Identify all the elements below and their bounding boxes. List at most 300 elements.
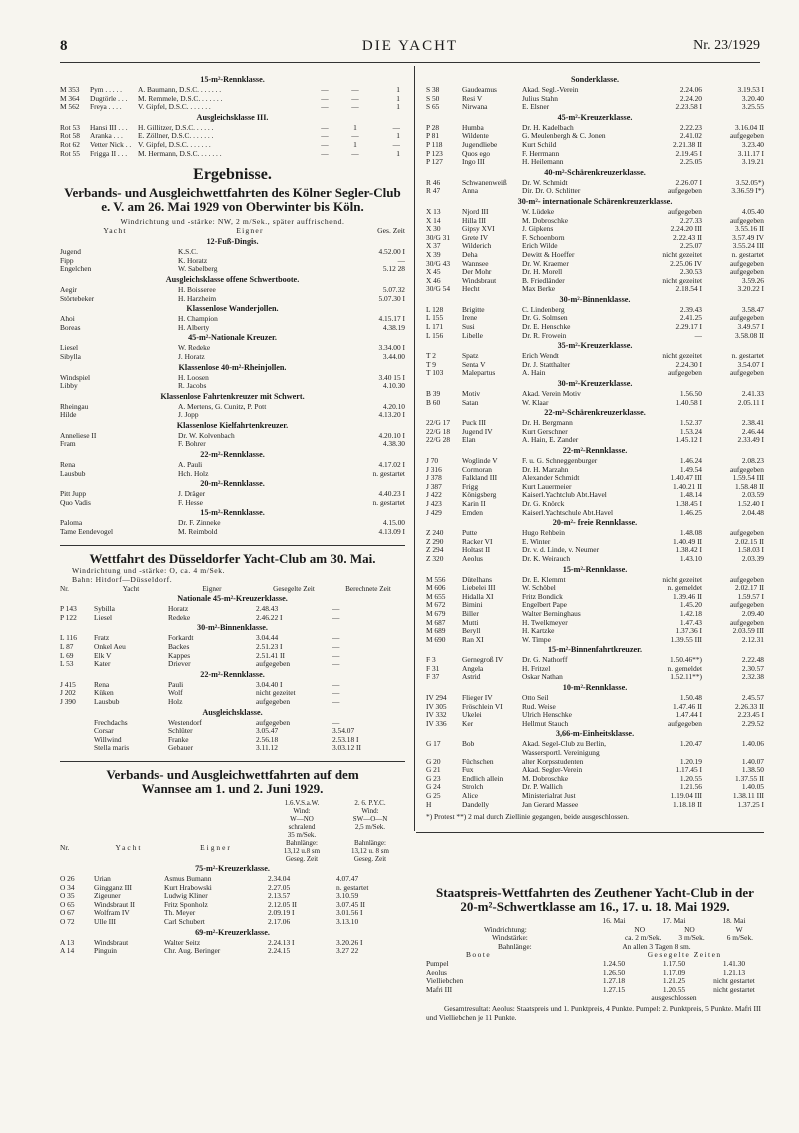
table-cell: Driever xyxy=(168,660,191,669)
table-cell: F 31 xyxy=(426,664,440,673)
table-cell: A 14 xyxy=(60,947,75,956)
table-cell: M. Dobroschke xyxy=(522,216,568,225)
table-cell: Mutti xyxy=(462,618,479,627)
table-cell: Kurt Gerschner xyxy=(522,427,568,436)
table-cell: M 687 xyxy=(426,618,446,627)
header-line: 13,12 u. 8 sm xyxy=(351,846,389,855)
table-cell: Deha xyxy=(462,250,478,259)
table-cell: aufgegeben xyxy=(729,259,764,268)
table-row xyxy=(426,399,764,408)
table-cell: 1.38.45 I xyxy=(675,499,702,508)
table-cell: E. Zöllner, D.S.C. . . . . . . xyxy=(138,132,214,141)
table-row xyxy=(60,265,405,274)
table-cell: R. Jacobs xyxy=(178,382,207,391)
table-cell: 1.45.20 xyxy=(679,601,702,610)
table-row xyxy=(60,141,405,150)
table-cell: nicht gezeitet xyxy=(662,575,702,584)
table-cell: Jugendliebe xyxy=(462,140,498,149)
table-cell: Urian xyxy=(94,874,111,883)
staatspreis-column-headers: Boote Gesegelte Zeiten xyxy=(466,951,722,960)
table-cell: 2.33.49 I xyxy=(737,436,764,445)
class-heading: Klassenlose Kielfahrtenkreuzer. xyxy=(176,420,289,430)
table-cell: M 353 xyxy=(60,86,80,94)
class-heading: 75-m²-Kreuzerklasse. xyxy=(195,863,270,873)
table-cell: 1.17.50 xyxy=(662,959,686,968)
table-cell: 1.40.07 xyxy=(741,757,764,766)
table-row xyxy=(60,324,405,333)
table-cell: 2.41.33 xyxy=(741,390,764,399)
table-cell: P 81 xyxy=(426,132,440,141)
table-cell: Akad. Segel-Club zu Berlin, xyxy=(522,740,606,749)
table-cell: 2.04.48 xyxy=(741,508,764,517)
class-heading: Klassenlose Fahrtenkreuzer mit Schwert. xyxy=(160,391,305,401)
table-cell: O 65 xyxy=(60,900,75,909)
table-cell: M. Hermann, D.S.C. . . . . . . xyxy=(138,149,222,158)
table-row xyxy=(60,528,405,537)
table-cell: Dr. P. Wallich xyxy=(522,783,563,792)
table-cell: aufgegeben xyxy=(729,216,764,225)
table-cell: A. Mertens, G. Cunitz, P. Pott xyxy=(178,402,267,411)
table-cell: nicht gezeitet xyxy=(662,276,702,285)
col-yacht: Yacht xyxy=(103,226,127,236)
overall-result: Gesamtresultat: Aeolus: Staatspreis und 1. Punktpreis, 4 Punkte. Pumpel: 2. Punktpreis, 5 Punkte. Mafri III und Vielliebchen je 11 Punkte. xyxy=(426,1003,761,1022)
header-line: Wind: xyxy=(361,806,379,815)
table-row xyxy=(60,150,405,159)
table-cell: P 118 xyxy=(426,140,443,149)
table-cell: Freya . . . . xyxy=(90,103,122,112)
table-row xyxy=(426,656,764,665)
table-cell: Erich Wendt xyxy=(522,352,559,361)
table-cell: 3.40 15 I xyxy=(378,373,405,382)
table-cell: Pumpel xyxy=(426,959,449,968)
table-cell: X 45 xyxy=(426,268,441,277)
table-cell: Kurt Schild xyxy=(522,140,557,149)
table-cell: 1.53.24 xyxy=(679,427,702,436)
table-cell: Chr. Aug. Beringer xyxy=(164,947,221,956)
table-row xyxy=(426,95,764,104)
table-cell: Holtast II xyxy=(462,546,491,555)
table-cell: aufgegeben xyxy=(256,660,291,669)
table-row xyxy=(426,483,764,492)
table-row xyxy=(426,474,764,483)
koeln-title: Verbands- und Ausgleichwettfahrten des Kölner Segler-Club e. V. am 26. Mai 1929 von Oberwinter bis Köln. xyxy=(64,185,401,215)
table-row xyxy=(426,369,764,378)
table-cell: Kater xyxy=(94,660,111,669)
table-cell: O 35 xyxy=(60,892,75,901)
wannsee-results-continued xyxy=(426,75,764,809)
table-cell: 3.03.12 II xyxy=(332,744,361,753)
table-cell: 2.18.54 I xyxy=(675,285,702,294)
table-cell: Kaiserl.Yachtclub Abt.Havel xyxy=(522,491,607,500)
table-cell: Wolf xyxy=(168,689,183,698)
table-cell: Dr. W. Kolvenbach xyxy=(178,431,235,440)
table-cell: 2.02.17 II xyxy=(735,584,764,593)
table-row xyxy=(426,285,764,294)
table-cell: L 156 xyxy=(426,331,444,340)
table-row xyxy=(426,141,764,150)
table-row xyxy=(60,634,405,643)
table-cell: 3.05.47 xyxy=(256,727,279,736)
table-cell: Dr. F. Zinneke xyxy=(178,519,221,528)
table-cell: 2.41.25 xyxy=(679,314,702,323)
table-row xyxy=(426,150,764,159)
header-line: W—NO xyxy=(290,814,314,823)
table-cell: aufgegeben xyxy=(729,618,764,627)
table-cell: Küken xyxy=(94,689,114,698)
table-cell: 4.05.40 xyxy=(741,207,764,216)
table-cell: 2.12.05 II xyxy=(268,900,297,909)
duesseldorf-results xyxy=(60,594,405,753)
table-cell: L 171 xyxy=(426,323,444,332)
table-cell: W. Schöbel xyxy=(522,584,556,593)
table-cell: 4.07.47 xyxy=(336,874,359,883)
table-cell: — xyxy=(397,256,405,265)
table-cell: — xyxy=(332,651,340,660)
table-cell: n. gestartet xyxy=(336,883,369,892)
table-cell: Backes xyxy=(168,643,190,651)
table-cell: Otto Seil xyxy=(522,694,549,703)
header-line: schralend xyxy=(288,822,316,831)
table-cell: Aranka . . . xyxy=(90,132,123,141)
header-line: Wind: xyxy=(293,806,311,815)
wannsee-day-1-header xyxy=(268,799,336,863)
table-cell: 1.40.05 xyxy=(741,783,764,792)
table-cell: — xyxy=(321,94,329,103)
table-cell: aufgegeben xyxy=(729,314,764,323)
table-cell: 1.19.04 III xyxy=(670,792,702,800)
table-cell: G 20 xyxy=(426,757,441,766)
table-cell: — xyxy=(332,634,340,643)
table-cell: Anneliese II xyxy=(60,431,97,440)
table-cell: 1 xyxy=(396,149,400,158)
table-cell: — xyxy=(351,149,359,158)
table-cell: Wolfram IV xyxy=(94,909,130,918)
table-cell: 3.10.59 xyxy=(336,892,359,901)
table-cell: 4.38.30 xyxy=(382,440,405,449)
table-cell: — xyxy=(332,643,340,651)
table-cell xyxy=(60,736,94,745)
class-heading: Klassenlose Wanderjollen. xyxy=(186,304,279,314)
table-cell: J 202 xyxy=(60,689,76,698)
table-cell: R 46 xyxy=(426,178,441,187)
table-cell: aufgegeben xyxy=(667,207,702,216)
table-row xyxy=(60,884,405,893)
table-cell: Flieger IV xyxy=(462,694,493,703)
table-cell: Bimini xyxy=(462,601,483,610)
table-cell: Lausbub xyxy=(94,697,120,706)
table-cell: — xyxy=(321,149,329,158)
table-row xyxy=(60,315,405,324)
table-cell: 1.38.11 III xyxy=(732,792,764,800)
table-cell: Hugo Rehbein xyxy=(522,529,565,538)
table-row xyxy=(426,179,764,188)
table-cell: Störtebeker xyxy=(60,294,95,303)
table-cell: Rot 53 xyxy=(60,123,80,132)
class-heading: 40-m²-Schärenkreuzerklasse. xyxy=(544,167,646,177)
table-row xyxy=(60,103,405,112)
table-cell: 3.27 22 xyxy=(336,947,359,956)
table-cell: — xyxy=(351,132,359,141)
table-cell: 1.37.55 II xyxy=(735,774,764,783)
table-row xyxy=(426,749,764,758)
strength-row: Windstärke: ca. 2 m/Sek. 3 m/Sek. 6 m/Sek. xyxy=(492,934,753,943)
table-cell: Cormoran xyxy=(462,465,492,474)
table-cell: 3.04.40 I xyxy=(256,680,283,689)
table-cell xyxy=(426,749,462,758)
table-cell: 1.38.50 xyxy=(741,766,764,775)
table-cell: Gernegroß IV xyxy=(462,656,504,665)
table-cell: 2.38.41 xyxy=(741,419,764,428)
table-cell: Dr. R. Frowein xyxy=(522,331,567,340)
table-cell: Hecht xyxy=(462,285,480,294)
duesseldorf-title: Wettfahrt des Düsseldorfer Yacht-Club am 30. Mai. xyxy=(89,550,376,566)
table-cell: Rot 62 xyxy=(60,140,80,149)
table-cell: Ker xyxy=(462,719,474,728)
table-cell: Jugend IV xyxy=(462,427,493,436)
table-cell: Wilderich xyxy=(462,242,492,251)
table-row xyxy=(426,694,764,703)
column-divider xyxy=(414,66,415,831)
table-cell: Putte xyxy=(462,529,478,538)
table-cell: P 143 xyxy=(60,605,77,614)
table-cell: B 60 xyxy=(426,398,441,407)
table-cell: R 47 xyxy=(426,187,441,196)
table-row xyxy=(426,758,764,767)
table-cell: n. gestartet xyxy=(731,352,764,361)
table-cell: Th. Meyer xyxy=(164,909,196,918)
table-cell: 4.13.09 I xyxy=(378,528,405,537)
table-cell: IV 294 xyxy=(426,694,447,703)
class-heading: 30-m²-Binnenklasse. xyxy=(559,294,631,304)
table-row xyxy=(60,86,405,95)
table-cell: 3.20.40 xyxy=(741,94,764,103)
table-cell xyxy=(524,960,584,969)
table-cell: 1.38.42 I xyxy=(675,546,702,555)
table-row xyxy=(60,901,405,910)
table-row xyxy=(426,466,764,475)
class-heading: 45-m²-Nationale Kreuzer. xyxy=(188,333,277,343)
table-row xyxy=(60,614,405,623)
table-cell: Windsbraut II xyxy=(94,900,135,909)
table-cell: J. Jopp xyxy=(178,411,199,420)
table-cell: H. Twelkmeyer xyxy=(522,618,568,627)
table-cell: aufgegeben xyxy=(729,575,764,584)
table-row xyxy=(426,234,764,243)
header-line: Geseg. Zeit xyxy=(285,854,319,863)
table-cell: 4.15.17 I xyxy=(378,315,405,324)
table-cell: Willwind xyxy=(94,735,122,744)
table-cell: 2.30.53 xyxy=(679,268,702,277)
table-cell: H. Loosen xyxy=(178,373,209,382)
table-cell: Quos ego xyxy=(462,149,491,158)
table-cell: 1.20.55 xyxy=(662,985,686,994)
table-row xyxy=(426,268,764,277)
table-cell: 1.20.55 xyxy=(679,774,702,783)
table-row xyxy=(60,124,405,133)
table-cell: 3.20.22 I xyxy=(737,285,764,294)
table-cell: Onkel Aeu xyxy=(94,643,126,651)
journal-title: DIE YACHT xyxy=(361,38,459,54)
table-cell: F. Hesse xyxy=(178,498,203,507)
class-heading: 12-Fuß-Dingis. xyxy=(206,237,259,247)
table-cell: Emden xyxy=(462,508,483,517)
table-cell: 1.27.18 xyxy=(602,977,626,986)
table-cell: Elk V xyxy=(94,651,112,660)
table-cell: G 23 xyxy=(426,774,441,783)
table-cell: 2.24.06 xyxy=(679,86,702,94)
table-cell: 1 xyxy=(353,140,357,149)
table-cell: 1.42.18 xyxy=(679,609,702,618)
table-cell: — xyxy=(321,123,329,132)
table-cell: T 9 xyxy=(426,360,436,369)
table-row xyxy=(426,546,764,555)
footnote: *) Protest **) 2 mal durch Ziellinie gegangen, beide ausgeschlossen. xyxy=(426,812,629,822)
table-cell: Gebauer xyxy=(168,744,194,753)
table-cell: 30/G 31 xyxy=(426,233,451,242)
table-cell: 3.25.55 xyxy=(741,103,764,112)
class-heading: Klassenlose 40-m²-Rheinjollen. xyxy=(178,362,287,372)
table-cell: Dr. H. Bergmann xyxy=(522,419,573,428)
table-cell: Nirwana xyxy=(462,103,488,112)
table-cell: 22/G 17 xyxy=(426,419,451,428)
table-row xyxy=(426,208,764,217)
table-cell: 1.46.25 xyxy=(679,508,702,517)
dates-row: 16. Mai 17. Mai 18. Mai xyxy=(602,917,746,925)
table-cell: Forkardt xyxy=(168,634,194,643)
header-line: 2,5 m/Sek. xyxy=(354,822,386,831)
table-cell: Dr. W. Schmidt xyxy=(522,178,568,187)
section-rule xyxy=(416,832,764,833)
table-cell: Franke xyxy=(168,735,189,744)
class-heading: Ausgleichsklasse III. xyxy=(196,112,269,122)
staatspreis-title: Staatspreis-Wettfahrten des Zeuthener Yacht-Club in der 20-m²-Schwertklasse am 16., 17. u. 18. Mai 1929. xyxy=(436,885,754,914)
table-row xyxy=(60,470,405,479)
class-heading: 35-m²-Kreuzerklasse. xyxy=(557,341,633,351)
table-cell: Dr. G. Nathorff xyxy=(522,656,568,665)
table-cell: 22/G 28 xyxy=(426,436,451,445)
table-cell: Spatz xyxy=(462,352,479,361)
table-cell: Dr. H. Morell xyxy=(522,268,563,277)
table-cell: 1.17.45 I xyxy=(675,766,702,775)
table-row xyxy=(60,95,405,104)
table-cell: 1.17.09 xyxy=(662,968,686,977)
table-cell: Windsbraut xyxy=(94,938,129,947)
table-row xyxy=(426,323,764,332)
class-heading: 15-m²-Rennklasse. xyxy=(200,508,265,518)
table-cell: Dr. H. Kadelbach xyxy=(522,123,574,132)
table-cell: — xyxy=(332,660,340,669)
table-cell: Grete IV xyxy=(462,233,489,242)
table-cell: L 155 xyxy=(426,314,444,323)
table-cell: H. Fritzel xyxy=(522,664,551,673)
table-cell: 1 xyxy=(353,123,357,132)
table-cell: Ulrich Henschke xyxy=(522,711,572,720)
table-cell: 2.25.05 xyxy=(679,158,702,167)
table-cell: 3.07.45 II xyxy=(336,900,365,909)
table-cell xyxy=(524,977,584,986)
table-cell: Dewitt & Hoeffer xyxy=(522,250,575,259)
table-cell: IV 336 xyxy=(426,719,447,728)
table-cell: Redeke xyxy=(168,613,191,622)
table-cell: S 38 xyxy=(426,86,440,94)
table-cell: 1 xyxy=(396,86,400,94)
table-cell: Libelle xyxy=(462,331,483,340)
table-cell: aufgegeben xyxy=(729,465,764,474)
table-cell: Schwanenweiß xyxy=(462,178,507,187)
table-cell: A. Hain, E. Zander xyxy=(522,436,579,445)
table-cell: — xyxy=(332,697,340,706)
table-cell: Boreas xyxy=(60,323,81,332)
table-cell: 1.24.50 xyxy=(602,959,626,968)
table-row xyxy=(426,627,764,636)
table-row xyxy=(60,689,405,698)
table-cell: Aegir xyxy=(60,285,77,294)
table-cell: Carl Schubert xyxy=(164,917,205,926)
table-cell: Aeolus xyxy=(462,554,483,563)
table-row xyxy=(426,132,764,141)
table-cell: S 65 xyxy=(426,103,440,112)
table-cell: 2.25.07 xyxy=(679,242,702,251)
table-cell: B. Friedländer xyxy=(522,276,565,285)
col-eigner: Eigner xyxy=(236,226,264,236)
koeln-column-headers xyxy=(60,226,405,236)
table-row xyxy=(426,314,764,323)
table-cell: — xyxy=(392,140,400,149)
table-cell: 1.52.40 I xyxy=(737,499,764,508)
table-row xyxy=(426,783,764,792)
duesseldorf-column-headers: Nr. Yacht Eigner Gesegelte Zeit Berechnete Zeit xyxy=(60,584,391,593)
table-cell: A. Baumann, D.S.C. . . . . . . xyxy=(138,86,222,94)
table-cell: 3.52.05*) xyxy=(735,178,764,187)
table-row xyxy=(426,352,764,361)
table-row xyxy=(426,801,764,810)
table-cell: 1.50.48 xyxy=(679,694,702,703)
table-cell: X 39 xyxy=(426,250,441,259)
table-cell: Engelchen xyxy=(60,265,92,274)
table-cell: Vielliebchen xyxy=(426,977,464,986)
header-line: 1.6.V.S.a.W. xyxy=(284,798,320,807)
table-cell: B 39 xyxy=(426,390,441,399)
table-cell xyxy=(524,986,584,995)
table-cell: aufgegeben xyxy=(729,132,764,141)
class-heading: 22-m²-Schärenkreuzerklasse. xyxy=(544,408,646,418)
table-cell: Akad. Verein Motiv xyxy=(522,390,581,399)
table-row xyxy=(426,977,764,986)
table-cell: 2.09.40 xyxy=(741,609,764,618)
table-cell: — xyxy=(351,94,359,103)
table-cell: 2.23.45 I xyxy=(737,711,764,720)
header-line: Bahnlänge: xyxy=(286,838,318,847)
table-cell: 4.20.10 I xyxy=(378,431,405,440)
table-cell: J 429 xyxy=(426,508,442,517)
table-cell: O 67 xyxy=(60,909,75,918)
duesseldorf-wind: Windrichtung und -stärke: O, ca. 4 m/Sek. xyxy=(72,565,226,575)
table-cell: Füchschen xyxy=(462,757,494,766)
class-heading: 22-m²-Rennklasse. xyxy=(200,450,265,460)
table-cell: Rena xyxy=(94,680,110,689)
class-heading: 22-m²-Rennklasse. xyxy=(562,446,628,455)
table-cell: P 28 xyxy=(426,123,440,132)
table-cell: 4.13.20 I xyxy=(378,411,405,420)
table-row xyxy=(60,939,405,948)
class-heading: 15-m²-Rennklasse. xyxy=(562,564,628,574)
table-cell: Endlich allein xyxy=(462,774,504,783)
table-cell: 1.49.54 xyxy=(679,465,702,474)
table-cell: 2.34.04 xyxy=(268,874,291,883)
table-cell: Fröschlein VI xyxy=(462,702,503,711)
table-cell: W. Klaar xyxy=(522,398,549,407)
table-row xyxy=(426,158,764,167)
